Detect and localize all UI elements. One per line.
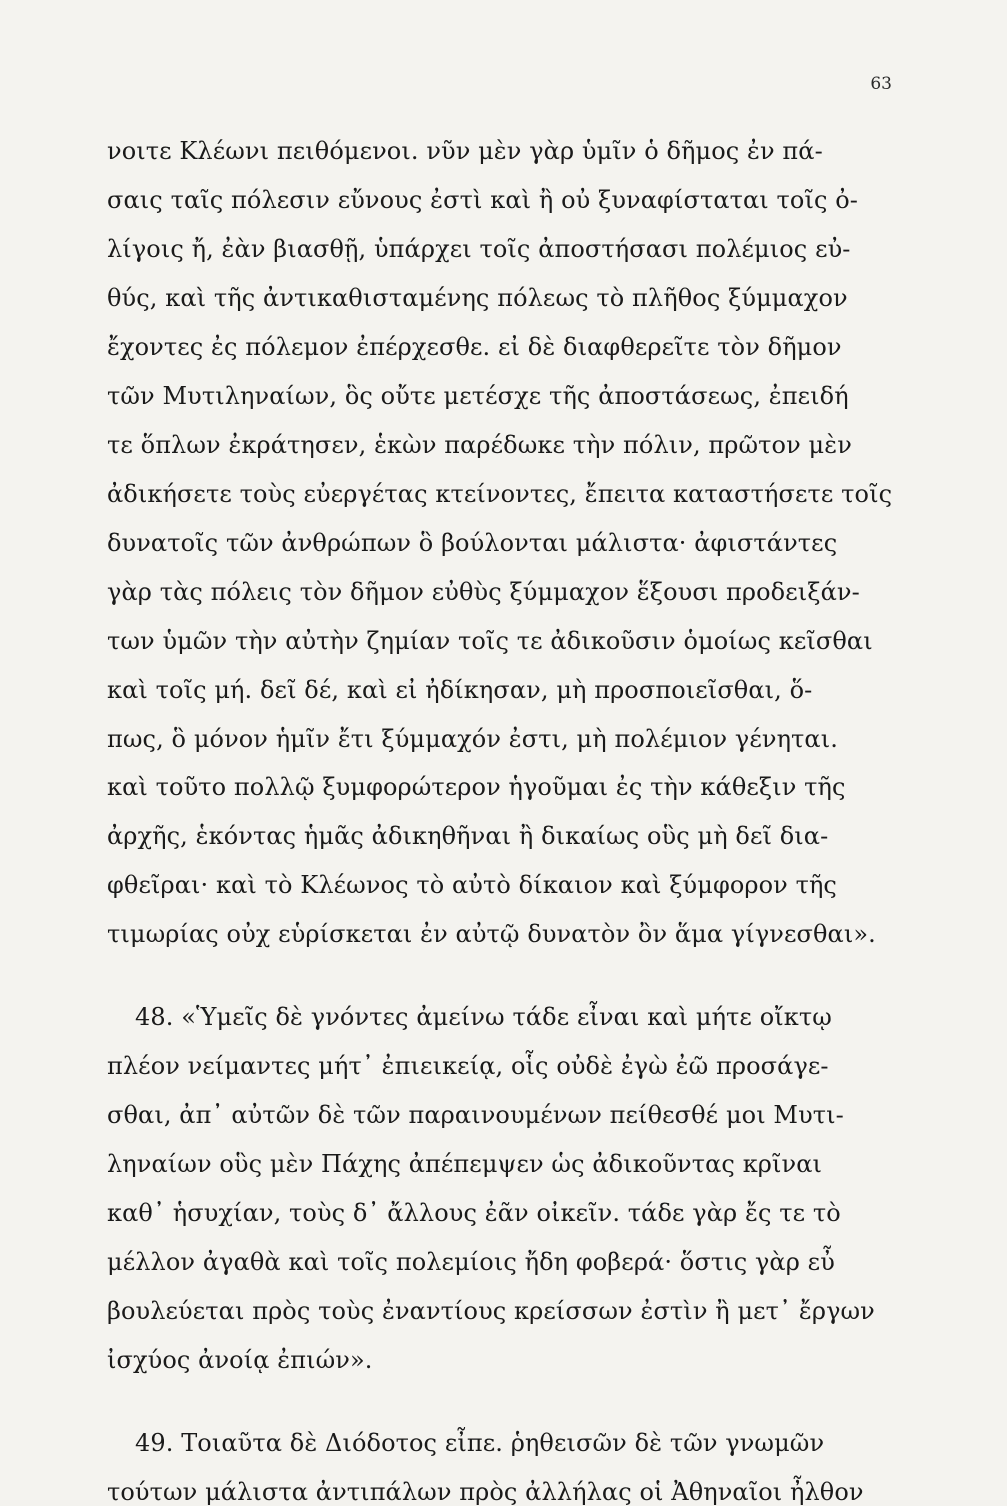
text-line: ἔχοντες ἐς πόλεμον ἐπέρχεσθε. εἰ δὲ διαφθερεῖτε τὸν δῆμον bbox=[107, 333, 842, 361]
text-line: καθ᾿ ἡσυχίαν, τοὺς δ᾿ ἄλλους ἐᾶν οἰκεῖν. τάδε γὰρ ἔς τε τὸ bbox=[107, 1199, 841, 1227]
text-line: τιμωρίας οὐχ εὑρίσκεται ἐν αὐτῷ δυνατὸν ὂν ἅμα γίγνεσθαι». bbox=[107, 920, 876, 948]
text-line: πλέον νείμαντες μήτ᾿ ἐπιεικείᾳ, οἷς οὐδὲ ἐγὼ ἐῶ προσάγε- bbox=[107, 1052, 829, 1080]
text-line: ἰσχύος ἀνοίᾳ ἐπιών». bbox=[107, 1346, 373, 1374]
text-line: καὶ τοῖς μή. δεῖ δέ, καὶ εἰ ἠδίκησαν, μὴ προσποιεῖσθαι, ὅ- bbox=[107, 676, 813, 704]
text-line: καὶ τοῦτο πολλῷ ξυμφορώτερον ἡγοῦμαι ἐς τὴν κάθεξιν τῆς bbox=[107, 773, 846, 801]
text-line: δυνατοῖς τῶν ἀνθρώπων ὃ βούλονται μάλιστα· ἀφιστάντες bbox=[107, 529, 838, 557]
text-line: γὰρ τὰς πόλεις τὸν δῆμον εὐθὺς ξύμμαχον ἕξουσι προδειξάν- bbox=[107, 578, 860, 606]
text-line: πως, ὃ μόνον ἡμῖν ἔτι ξύμμαχόν ἐστι, μὴ πολέμιον γένηται. bbox=[107, 725, 838, 753]
text-line: ἀρχῆς, ἑκόντας ἡμᾶς ἀδικηθῆναι ἢ δικαίως οὓς μὴ δεῖ δια- bbox=[107, 822, 829, 850]
text-line: φθεῖραι· καὶ τὸ Κλέωνος τὸ αὐτὸ δίκαιον καὶ ξύμφορον τῆς bbox=[107, 871, 837, 899]
section-48-first-line: 48. «Ὑμεῖς δὲ γνόντες ἀμείνω τάδε εἶναι καὶ μήτε οἴκτῳ bbox=[135, 1003, 832, 1031]
text-line: θύς, καὶ τῆς ἀντικαθισταμένης πόλεως τὸ πλῆθος ξύμμαχον bbox=[107, 284, 848, 312]
text-line: τῶν Μυτιληναίων, ὃς οὔτε μετέσχε τῆς ἀποστάσεως, ἐπειδή bbox=[107, 382, 849, 410]
text-line: ἀδικήσετε τοὺς εὐεργέτας κτείνοντες, ἔπειτα καταστήσετε τοῖς bbox=[107, 480, 893, 508]
text-line: νοιτε Κλέωνι πειθόμενοι. νῦν μὲν γὰρ ὑμῖν ὁ δῆμος ἐν πά- bbox=[107, 137, 823, 165]
text-line: ληναίων οὓς μὲν Πάχης ἀπέπεμψεν ὡς ἀδικοῦντας κρῖναι bbox=[107, 1150, 823, 1178]
text-line: λίγοις ἤ, ἐὰν βιασθῇ, ὑπάρχει τοῖς ἀποστήσασι πολέμιος εὐ- bbox=[107, 235, 851, 263]
page-number: 63 bbox=[870, 74, 892, 94]
section-49-first-line: 49. Τοιαῦτα δὲ Διόδοτος εἶπε. ῥηθεισῶν δὲ τῶν γνωμῶν bbox=[135, 1429, 825, 1457]
text-line: σαις ταῖς πόλεσιν εὔνους ἐστὶ καὶ ἢ οὐ ξυναφίσταται τοῖς ὀ- bbox=[107, 186, 859, 214]
text-line: τούτων μάλιστα ἀντιπάλων πρὸς ἀλλήλας οἱ Ἀθηναῖοι ἦλθον bbox=[107, 1478, 864, 1506]
text-line: βουλεύεται πρὸς τοὺς ἐναντίους κρείσσων ἐστὶν ἢ μετ᾿ ἔργων bbox=[107, 1297, 875, 1325]
text-line: των ὑμῶν τὴν αὐτὴν ζημίαν τοῖς τε ἀδικοῦσιν ὁμοίως κεῖσθαι bbox=[107, 627, 873, 655]
text-line: τε ὅπλων ἐκράτησεν, ἑκὼν παρέδωκε τὴν πόλιν, πρῶτον μὲν bbox=[107, 431, 852, 459]
text-line: σθαι, ἀπ᾿ αὐτῶν δὲ τῶν παραινουμένων πείθεσθέ μοι Μυτι- bbox=[107, 1101, 844, 1129]
text-line: μέλλον ἀγαθὰ καὶ τοῖς πολεμίοις ἤδη φοβερά· ὅστις γὰρ εὖ bbox=[107, 1248, 835, 1276]
